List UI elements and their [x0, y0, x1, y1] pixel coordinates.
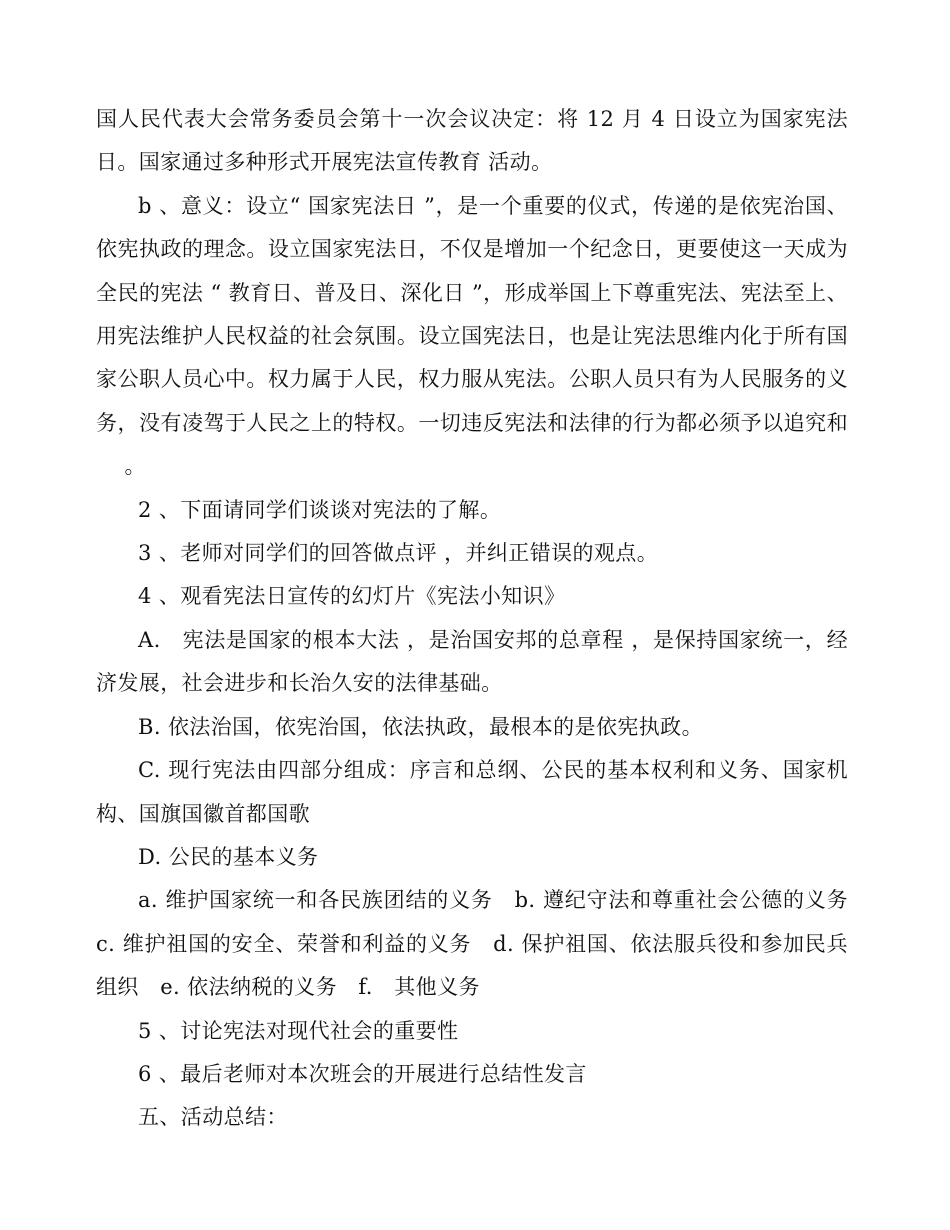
paragraph-step-5: 5 、讨论宪法对现代社会的重要性 — [138, 1018, 459, 1043]
paragraph-step-6: 6 、最后老师对本次班会的开展进行总结性发言 — [138, 1061, 587, 1086]
paragraph-item-b: B. 依法治国，依宪治国，依法执政，最根本的是依宪执政。 — [138, 714, 703, 739]
paragraph-significance: b 、意义：设立“ 国家宪法日 ”，是一个重要的仪式，传递的是依宪治国、依宪执政的理念。设立国家宪法日，不仅是增加一个纪念日，更要使这一天成为全民的宪法 “ 教育日、普及日、深化日 ”，形成举国上下尊重宪法、宪法至上、用宪法维护人民权益的社会氛围。设立国宪法日，也是让宪法思维内化于所有国家公职人员心中。权力属于人民，权力服从宪法。公职人员只有为人民服务的义务，没有凌驾于人民之上的特权。一切违反宪法和法律的行为都必须予以追究和 。 — [96, 193, 848, 479]
paragraph-item-c: C. 现行宪法由四部分组成：序言和总纲、公民的基本权利和义务、国家机构、国旗国徽首都国歌 — [96, 758, 848, 826]
paragraph-step-4: 4 、观看宪法日宣传的幻灯片《宪法小知识》 — [138, 584, 566, 609]
paragraph-step-3: 3 、老师对同学们的回答做点评 ，并纠正错误的观点。 — [138, 541, 659, 566]
paragraph-continuation: 国人民代表大会常务委员会第十一次会议决定：将 12 月 4 日设立为国家宪法日。国家通过多种形式开展宪法宣传教育 活动。 — [96, 107, 848, 175]
section-heading-summary: 五、活动总结： — [138, 1105, 288, 1130]
paragraph-item-d: D. 公民的基本义务 — [138, 844, 319, 869]
paragraph-item-a: A. 宪法是国家的根本大法 ，是治国安邦的总章程 ，是保持国家统一，经济发展，社会进步和长治久安的法律基础。 — [96, 627, 848, 696]
document-body — [96, 98, 870, 1140]
paragraph-duties-list: a. 维护国家统一和各民族团结的义务 b. 遵纪守法和尊重社会公德的义务 c. 维护祖国的安全、荣誉和利益的义务 d. 保护祖国、依法服兵役和参加民兵组织 e. 依法纳税的义务 f. 其他义务 — [96, 888, 870, 1000]
paragraph-step-2: 2 、下面请同学们谈谈对宪法的了解。 — [138, 497, 502, 522]
